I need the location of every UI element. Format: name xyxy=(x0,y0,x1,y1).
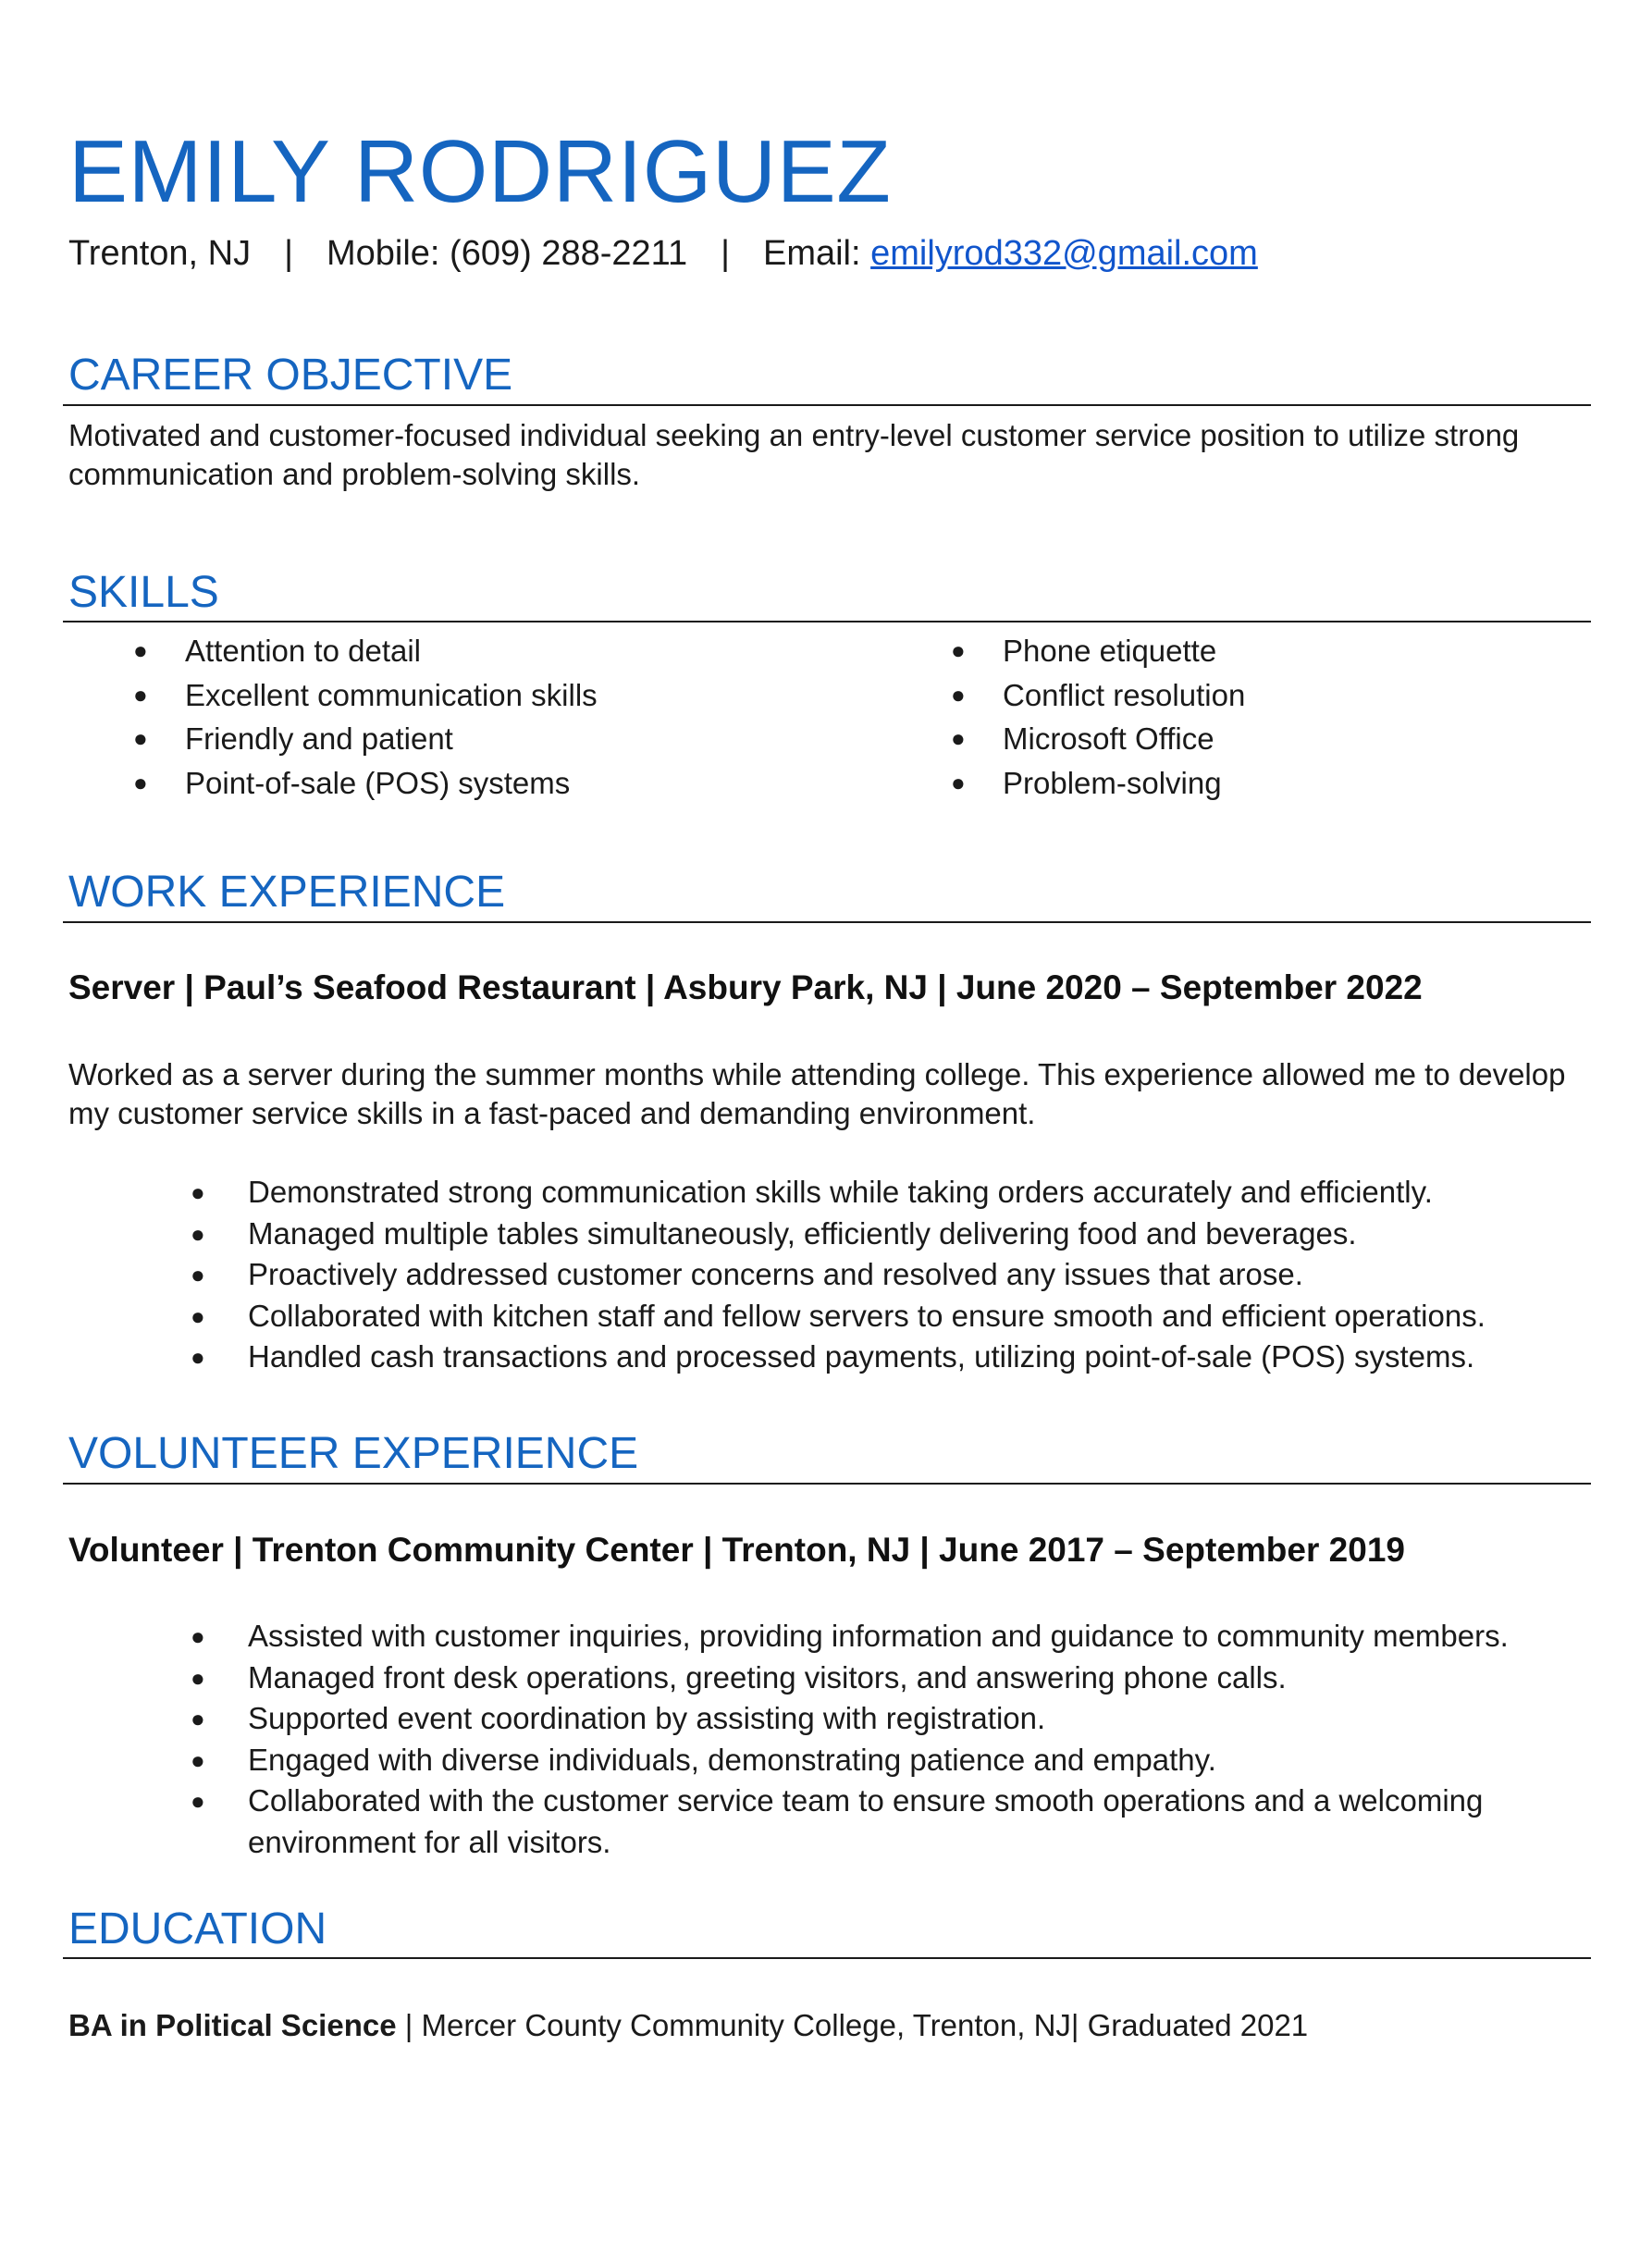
volunteer-bullets xyxy=(191,1616,1617,1863)
bullet-icon: ● xyxy=(133,768,148,796)
bullet-icon: ● xyxy=(951,768,966,796)
mobile-number: (609) 288-2211 xyxy=(450,234,688,273)
section-title-volunteer: VOLUNTEER EXPERIENCE xyxy=(68,1429,639,1478)
bullet-icon: ● xyxy=(191,1178,205,1206)
list-item: ● Managed multiple tables simultaneously, efficiently delivering food and beverages. xyxy=(248,1214,1617,1255)
list-item: ● Supported event coordination by assisting with registration. xyxy=(248,1698,1617,1740)
bullet-icon: ● xyxy=(191,1301,205,1330)
list-item: ● Attention to detail xyxy=(185,629,598,673)
skills-list-right xyxy=(951,629,1246,805)
list-item: ● Phone etiquette xyxy=(1003,629,1245,673)
skills-list-left xyxy=(133,629,598,805)
bullet-icon: ● xyxy=(133,680,148,709)
location: Trenton, NJ xyxy=(68,234,252,273)
bullet-icon: ● xyxy=(191,1663,205,1692)
list-item: ● Point-of-sale (POS) systems xyxy=(185,761,598,806)
email-label: Email: xyxy=(762,234,861,273)
bullet-icon: ● xyxy=(191,1705,205,1732)
section-divider xyxy=(63,921,1591,923)
bullet-icon: ● xyxy=(191,1219,205,1248)
list-item: ● Proactively addressed customer concerns and resolved any issues that arose. xyxy=(248,1254,1617,1296)
objective-text: Motivated and customer-focused individual seeking an entry-level customer service position to utilize strong communication and problem-solving skills. xyxy=(68,418,1520,491)
list-item: ● Excellent communication skills xyxy=(185,673,598,718)
list-item: ● Collaborated with kitchen staff and fellow servers to ensure smooth and efficient operations. xyxy=(248,1296,1617,1337)
education-entry xyxy=(68,2007,1308,2044)
section-divider xyxy=(63,1957,1591,1959)
section-divider xyxy=(63,621,1591,622)
list-item: ● Engaged with diverse individuals, demonstrating patience and empathy. xyxy=(248,1740,1617,1781)
bullet-icon: ● xyxy=(133,636,148,664)
section-divider xyxy=(63,404,1591,406)
contact-separator: | xyxy=(721,234,730,273)
section-title-objective: CAREER OBJECTIVE xyxy=(68,351,513,400)
bullet-icon: ● xyxy=(951,636,966,664)
list-item: ● Collaborated with the customer service team to ensure smooth operations and a welcoming environment for all visitors. xyxy=(248,1781,1617,1863)
section-title-skills: SKILLS xyxy=(68,568,219,617)
education-details: | Mercer County Community College, Trenton, NJ| Graduated 2021 xyxy=(396,2008,1309,2042)
volunteer-job-heading: Volunteer | Trenton Community Center | Trenton, NJ | June 2017 – September 2019 xyxy=(68,1531,1405,1569)
candidate-name: EMILY RODRIGUEZ xyxy=(68,122,892,221)
work-job-heading: Server | Paul’s Seafood Restaurant | Asbury Park, NJ | June 2020 – September 2022 xyxy=(68,968,1423,1006)
bullet-icon: ● xyxy=(191,1787,205,1815)
list-item: ● Handled cash transactions and processed payments, utilizing point-of-sale (POS) systems. xyxy=(248,1337,1617,1378)
list-item: ● Assisted with customer inquiries, providing information and guidance to community members. xyxy=(248,1616,1617,1658)
list-item: ● Demonstrated strong communication skills while taking orders accurately and efficiently. xyxy=(248,1172,1617,1214)
list-item: ● Friendly and patient xyxy=(185,717,598,761)
contact-separator: | xyxy=(284,234,293,273)
bullet-icon: ● xyxy=(191,1622,205,1650)
list-item: ● Managed front desk operations, greeting visitors, and answering phone calls. xyxy=(248,1658,1617,1699)
bullet-icon: ● xyxy=(191,1343,205,1371)
bullet-icon: ● xyxy=(951,724,966,752)
contact-line xyxy=(68,233,1258,276)
section-title-work: WORK EXPERIENCE xyxy=(68,868,506,917)
bullet-icon: ● xyxy=(951,680,966,709)
section-title-education: EDUCATION xyxy=(68,1904,327,1953)
list-item: ● Microsoft Office xyxy=(1003,717,1245,761)
mobile-label: Mobile: xyxy=(326,234,440,273)
work-bullets xyxy=(191,1172,1617,1378)
bullet-icon: ● xyxy=(191,1261,205,1288)
degree: BA in Political Science xyxy=(68,2008,397,2042)
bullet-icon: ● xyxy=(133,724,148,752)
email-link[interactable]: emilyrod332@gmail.com xyxy=(870,234,1258,273)
section-divider xyxy=(63,1483,1591,1485)
list-item: ● Problem-solving xyxy=(1003,761,1245,806)
list-item: ● Conflict resolution xyxy=(1003,673,1245,718)
work-summary: Worked as a server during the summer months while attending college. This experience allowed me to develop my customer service skills in a fast-paced and demanding environment. xyxy=(68,1057,1566,1130)
bullet-icon: ● xyxy=(191,1745,205,1774)
